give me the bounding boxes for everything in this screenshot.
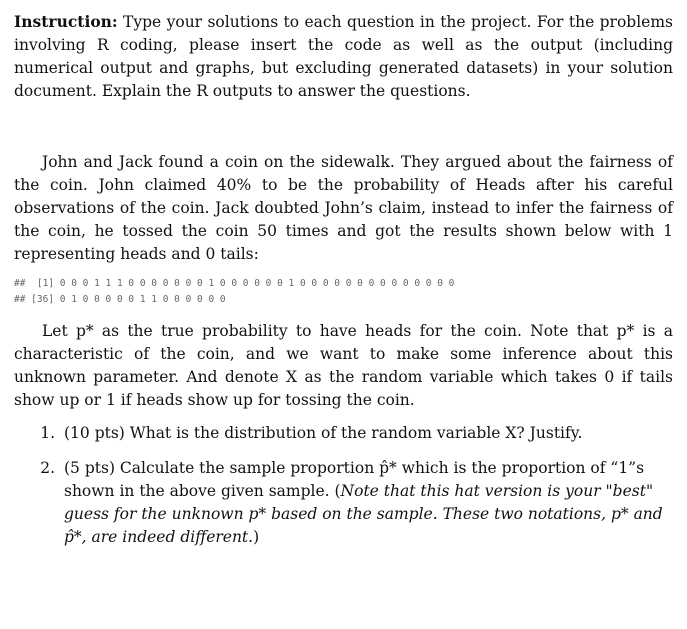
code-line: ## [36] 0 1 0 0 0 0 0 1 1 0 0 0 0 0 0: [14, 294, 226, 305]
r-output: [14, 276, 673, 308]
question-1: [60, 422, 673, 445]
question-text: (5 pts) Calculate the sample proportion p̂* which is the proportion of “1”s shown in the above given sample. (: [64, 459, 645, 500]
question-note: Note that this hat version is your "best" guess for the unknown p* based on the sample. These two notations, p* and p̂*, are indeed different.: [64, 482, 663, 546]
instruction-label: Instruction:: [14, 12, 118, 31]
question-end: ): [253, 528, 260, 546]
definition-paragraph: Let p* as the true probability to have heads for the coin. Note that p* is a characteristic of the coin, and we want to make some inference about this unknown parameter. And denote X as the random variable which takes 0 if tails show up or 1 if heads show up for tossing the coin.: [14, 322, 673, 409]
question-text: (10 pts) What is the distribution of the random variable X? Justify.: [64, 424, 583, 442]
question-2: [60, 457, 673, 549]
instruction-text: Type your solutions to each question in the project. For the problems involving R coding, please insert the code as well as the output (including numerical output and graphs, but excluding generated datasets) in your solution document. Explain the R outputs to answer the questions.: [14, 13, 673, 100]
instruction-paragraph: [14, 10, 673, 103]
question-list: [14, 422, 673, 549]
intro-paragraph: John and Jack found a coin on the sidewalk. They argued about the fairness of the coin. John claimed 40% to be the probability of Heads after his careful observations of the coin. Jack doubted John’s claim, instead to infer the fairness of the coin, he tossed the coin 50 times and got the results shown below with 1 representing heads and 0 tails:: [14, 153, 673, 263]
code-line: ## [1] 0 0 0 1 1 1 0 0 0 0 0 0 0 1 0 0 0 0 0 0 1 0 0 0 0 0 0 0 0 0 0 0 0 0 0: [14, 278, 455, 289]
